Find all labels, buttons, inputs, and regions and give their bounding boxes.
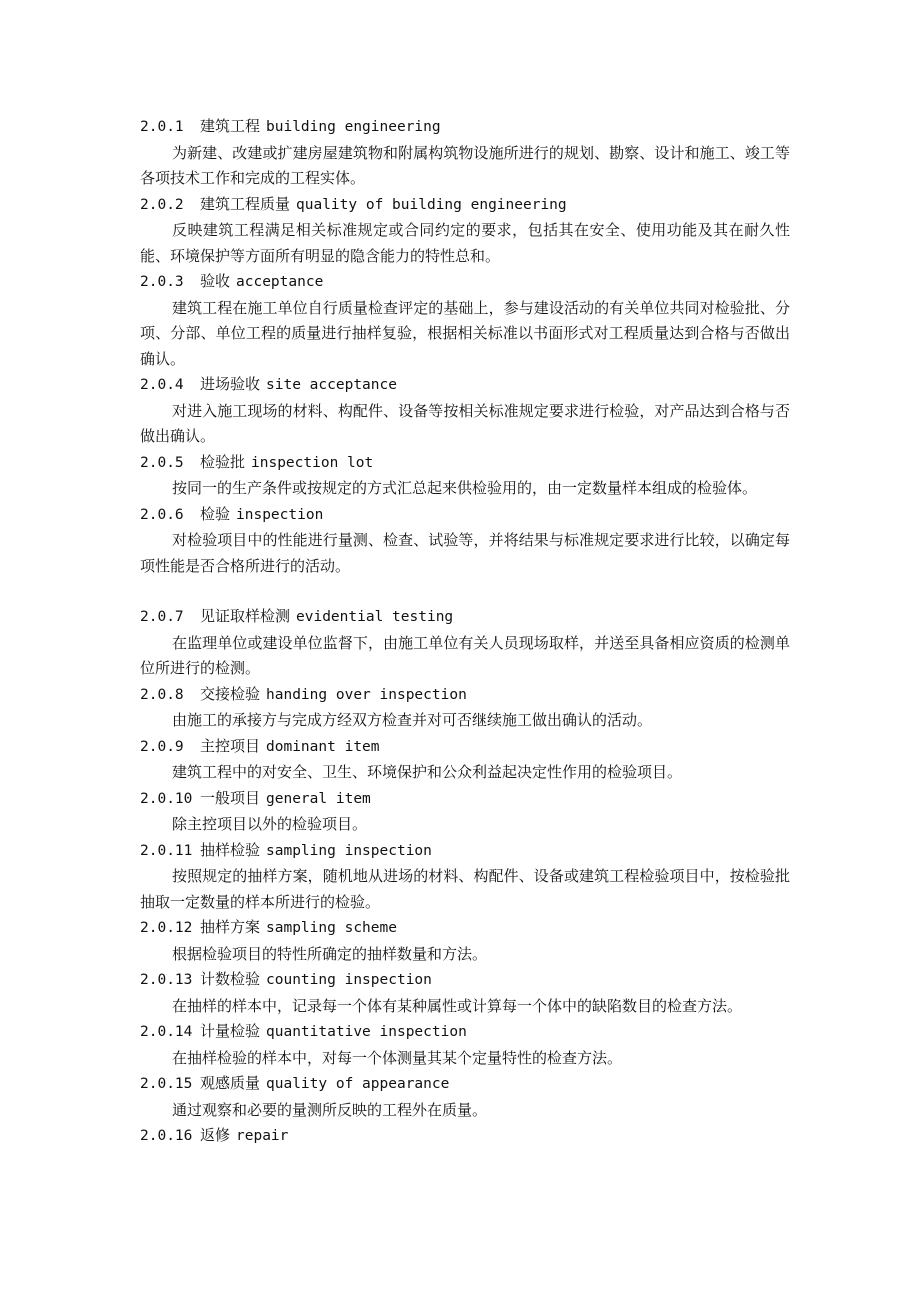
term-english: inspection lot	[251, 454, 374, 471]
term-english: quality of appearance	[266, 1076, 450, 1092]
term-english: general item	[266, 790, 371, 807]
term-entry-2-0-7	[140, 604, 790, 682]
term-heading	[140, 502, 790, 529]
term-number: 2.0.8	[140, 686, 184, 703]
term-entry-2-0-10	[140, 786, 790, 838]
term-entry-2-0-1	[140, 114, 790, 192]
term-definition: 建筑工程中的对安全、卫生、环境保护和公众利益起决定性作用的检验项目。	[172, 763, 683, 781]
term-number: 2.0.1	[140, 119, 184, 135]
term-entry-2-0-3	[140, 269, 790, 372]
term-chinese: 计量检验	[200, 1022, 261, 1040]
term-chinese: 验收	[200, 272, 231, 290]
term-number: 2.0.4	[140, 377, 184, 393]
term-english: sampling scheme	[266, 920, 397, 936]
term-definition: 由施工的承接方与完成方经双方检查并对可否继续施工做出确认的活动。	[172, 711, 653, 729]
term-heading	[140, 838, 790, 865]
term-chinese: 建筑工程质量	[200, 194, 291, 213]
term-chinese: 返修	[200, 1126, 231, 1144]
term-english: sampling inspection	[266, 842, 432, 859]
term-chinese: 抽样方案	[200, 918, 261, 936]
term-number: 2.0.3	[140, 274, 184, 290]
term-heading	[140, 967, 790, 994]
term-definition: 除主控项目以外的检验项目。	[172, 815, 368, 833]
term-heading	[140, 1019, 790, 1046]
term-entry-2-0-4	[140, 372, 790, 450]
term-english: site acceptance	[266, 377, 397, 393]
term-heading	[140, 786, 790, 813]
term-definition: 对检验项目中的性能进行量测、检查、试验等，并将结果与标准规定要求进行比较，以确定每项性能是否合格所进行的活动。	[140, 531, 790, 575]
term-entry-2-0-11	[140, 838, 790, 916]
term-chinese: 主控项目	[200, 736, 261, 755]
term-entry-2-0-9	[140, 734, 790, 786]
term-definition: 通过观察和必要的量测所反映的工程外在质量。	[172, 1100, 488, 1119]
term-entry-2-0-14	[140, 1019, 790, 1071]
term-definition: 建筑工程在施工单位自行质量检查评定的基础上，参与建设活动的有关单位共同对检验批、分项、分部、单位工程的质量进行抽样复验，根据相关标准以书面形式对工程质量达到合格与否做出确认。	[140, 298, 790, 368]
term-heading	[140, 450, 790, 477]
term-number: 2.0.11	[140, 842, 193, 859]
term-definition: 为新建、改建或扩建房屋建筑物和附属构筑物设施所进行的规划、勘察、设计和施工、竣工等各项技术工作和完成的工程实体。	[140, 143, 790, 187]
term-definition: 按同一的生产条件或按规定的方式汇总起来供检验用的，由一定数量样本组成的检验体。	[172, 479, 758, 497]
term-english: quantitative inspection	[266, 1024, 467, 1040]
term-number: 2.0.10	[140, 790, 193, 807]
term-heading	[140, 114, 790, 141]
term-heading	[140, 682, 790, 709]
term-entry-2-0-16	[140, 1123, 790, 1150]
term-chinese: 建筑工程	[200, 117, 261, 135]
term-entry-2-0-13	[140, 967, 790, 1019]
term-definition: 在抽样检验的样本中，对每一个体测量其某个定量特性的检查方法。	[172, 1048, 623, 1067]
term-english: quality of building engineering	[296, 196, 567, 213]
term-number: 2.0.7	[140, 609, 184, 625]
term-chinese: 检验	[200, 504, 231, 523]
term-heading	[140, 734, 790, 761]
document-page	[140, 114, 790, 1150]
blank-line	[140, 579, 790, 604]
term-definition: 对进入施工现场的材料、构配件、设备等按相关标准规定要求进行检验，对产品达到合格与否做出确认。	[140, 401, 790, 445]
term-english: handing over inspection	[266, 686, 467, 703]
term-heading	[140, 1071, 790, 1098]
term-definition: 根据检验项目的特性所确定的抽样数量和方法。	[172, 944, 488, 963]
term-entry-2-0-2	[140, 192, 790, 270]
term-english: inspection	[236, 506, 324, 523]
term-heading	[140, 604, 790, 631]
term-number: 2.0.6	[140, 506, 184, 523]
term-number: 2.0.13	[140, 972, 193, 988]
term-definition: 按照规定的抽样方案，随机地从进场的材料、构配件、设备或建筑工程检验项目中，按检验批抽取一定数量的样本所进行的检验。	[140, 867, 790, 911]
term-number: 2.0.14	[140, 1024, 193, 1040]
term-heading	[140, 192, 790, 219]
term-heading	[140, 915, 790, 942]
term-entry-2-0-5	[140, 450, 790, 502]
term-english: repair	[236, 1128, 289, 1144]
term-heading	[140, 269, 790, 296]
term-number: 2.0.15	[140, 1076, 193, 1092]
term-entry-2-0-8	[140, 682, 790, 734]
term-chinese: 一般项目	[200, 788, 261, 807]
term-definition: 在抽样的样本中，记录每一个体有某种属性或计算每一个体中的缺陷数目的检查方法。	[172, 996, 743, 1015]
term-chinese: 检验批	[200, 452, 246, 471]
term-definition: 反映建筑工程满足相关标准规定或合同约定的要求，包括其在安全、使用功能及其在耐久性能、环境保护等方面所有明显的隐含能力的特性总和。	[140, 221, 790, 265]
term-number: 2.0.9	[140, 738, 184, 755]
term-chinese: 见证取样检测	[200, 607, 291, 625]
term-english: evidential testing	[296, 609, 454, 625]
term-english: dominant item	[266, 738, 380, 755]
term-number: 2.0.2	[140, 196, 184, 213]
term-heading	[140, 1123, 790, 1150]
term-entry-2-0-15	[140, 1071, 790, 1123]
term-english: counting inspection	[266, 972, 432, 988]
term-english: building engineering	[266, 119, 441, 135]
term-number: 2.0.5	[140, 454, 184, 471]
term-heading	[140, 372, 790, 399]
term-chinese: 观感质量	[200, 1074, 261, 1092]
term-entry-2-0-12	[140, 915, 790, 967]
term-number: 2.0.16	[140, 1128, 193, 1144]
term-chinese: 计数检验	[200, 970, 261, 988]
term-english: acceptance	[236, 274, 324, 290]
term-chinese: 进场验收	[200, 375, 261, 393]
term-entry-2-0-6	[140, 502, 790, 580]
term-number: 2.0.12	[140, 920, 193, 936]
term-chinese: 交接检验	[200, 684, 261, 703]
term-chinese: 抽样检验	[200, 840, 261, 859]
term-definition: 在监理单位或建设单位监督下，由施工单位有关人员现场取样，并送至具备相应资质的检测单位所进行的检测。	[140, 633, 790, 677]
